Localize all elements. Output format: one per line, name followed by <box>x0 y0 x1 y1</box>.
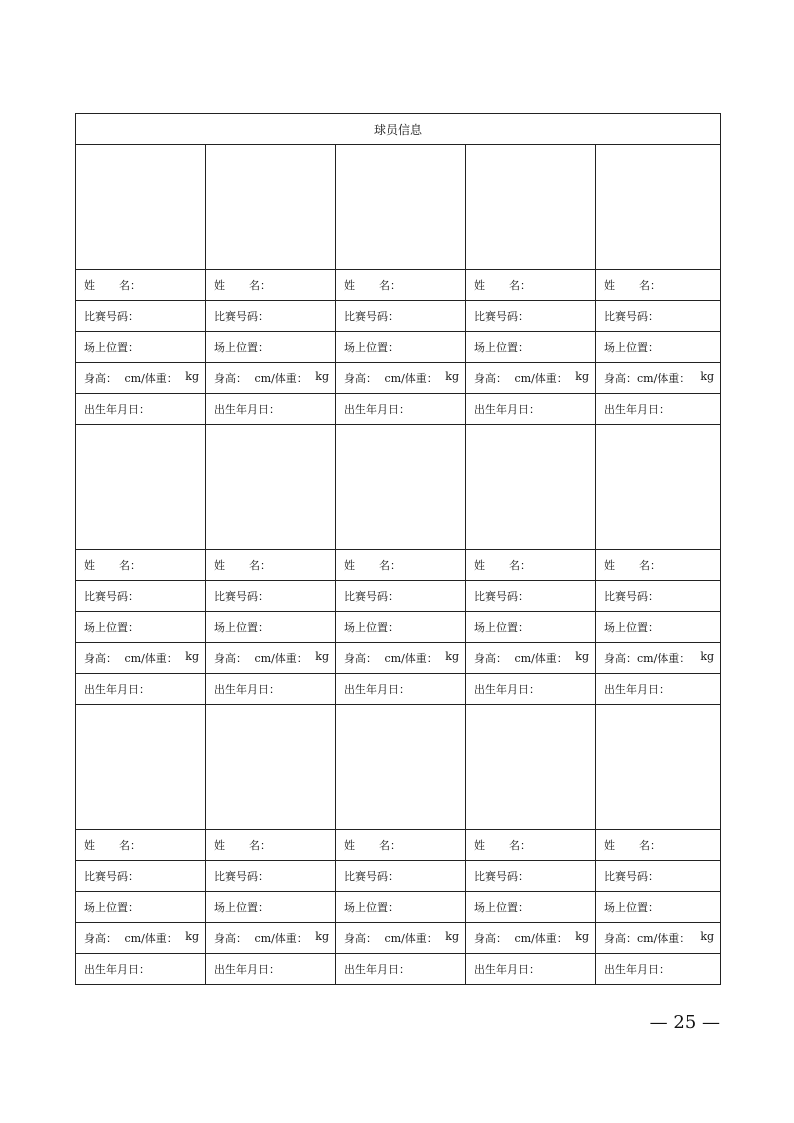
match-number-label: 比赛号码： <box>84 590 139 603</box>
height-weight-field[interactable] <box>336 363 466 394</box>
weight-unit-label: kg <box>315 650 329 663</box>
player-photo-cell[interactable] <box>466 145 596 270</box>
height-label: 身高： <box>344 372 377 385</box>
number-row <box>76 861 721 892</box>
match-number-field[interactable] <box>336 301 466 332</box>
match-number-field[interactable] <box>206 581 336 612</box>
name-label-first: 姓 <box>344 279 355 292</box>
name-label <box>604 837 661 853</box>
name-label-first: 姓 <box>474 559 485 572</box>
height-weight-labels <box>214 930 335 946</box>
birth-date-label: 出生年月日： <box>214 683 280 696</box>
name-field[interactable] <box>466 270 596 301</box>
name-field[interactable] <box>596 270 721 301</box>
name-label-first: 姓 <box>474 279 485 292</box>
height-unit-label: cm/体重： <box>384 932 438 945</box>
weight-unit-label: kg <box>575 370 589 383</box>
birth-date-label: 出生年月日： <box>214 963 280 976</box>
name-label-second: 名： <box>639 279 661 292</box>
height-label: 身高： <box>604 932 637 945</box>
match-number-field[interactable] <box>596 581 721 612</box>
name-label-second: 名： <box>639 839 661 852</box>
height-unit-label: cm/体重： <box>514 652 568 665</box>
name-label <box>344 277 401 293</box>
birth-date-label: 出生年月日： <box>214 403 280 416</box>
position-field[interactable] <box>466 892 596 923</box>
position-label: 场上位置： <box>84 621 139 634</box>
player-photo-cell[interactable] <box>596 425 721 550</box>
birth-date-field[interactable] <box>596 394 721 425</box>
name-label <box>214 837 271 853</box>
birth-date-label: 出生年月日： <box>84 963 150 976</box>
position-label: 场上位置： <box>474 621 529 634</box>
name-label <box>474 837 531 853</box>
height-group <box>604 930 690 946</box>
player-photo-cell[interactable] <box>76 705 206 830</box>
name-label <box>214 557 271 573</box>
height-label: 身高： <box>344 932 377 945</box>
page-number: — 25 — <box>649 1012 720 1033</box>
name-label <box>84 837 141 853</box>
position-label: 场上位置： <box>214 341 269 354</box>
position-label: 场上位置： <box>604 901 659 914</box>
position-field[interactable] <box>466 332 596 363</box>
match-number-field[interactable] <box>466 581 596 612</box>
name-label-second: 名： <box>119 279 141 292</box>
name-field[interactable] <box>596 550 721 581</box>
name-row <box>76 550 721 581</box>
birth-date-label: 出生年月日： <box>604 963 670 976</box>
match-number-field[interactable] <box>336 861 466 892</box>
height-unit-label: cm/体重： <box>637 932 691 945</box>
name-label-second: 名： <box>379 559 401 572</box>
height-weight-labels <box>214 650 335 666</box>
birth-date-label: 出生年月日： <box>344 683 410 696</box>
height-weight-labels <box>84 930 205 946</box>
birth-date-field[interactable] <box>466 954 596 985</box>
weight-unit-label: kg <box>575 650 589 663</box>
height-label: 身高： <box>474 652 507 665</box>
name-label-first: 姓 <box>214 839 225 852</box>
height-weight-labels <box>344 930 465 946</box>
match-number-field[interactable] <box>206 301 336 332</box>
name-label-second: 名： <box>119 559 141 572</box>
match-number-label: 比赛号码： <box>604 310 659 323</box>
name-label-first: 姓 <box>604 839 615 852</box>
birth-date-label: 出生年月日： <box>604 683 670 696</box>
position-field[interactable] <box>336 892 466 923</box>
height-weight-row <box>76 643 721 674</box>
height-group <box>604 650 690 666</box>
position-label: 场上位置： <box>214 621 269 634</box>
weight-unit-label: kg <box>185 650 199 663</box>
height-weight-field[interactable] <box>596 923 721 954</box>
height-unit-label: cm/体重： <box>384 372 438 385</box>
player-photo-cell[interactable] <box>206 705 336 830</box>
position-label: 场上位置： <box>214 901 269 914</box>
name-label-second: 名： <box>379 839 401 852</box>
height-unit-label: cm/体重： <box>637 372 691 385</box>
height-weight-field[interactable] <box>76 363 206 394</box>
player-photo-cell[interactable] <box>206 425 336 550</box>
number-row <box>76 301 721 332</box>
position-label: 场上位置： <box>344 621 399 634</box>
photo-row <box>76 145 721 270</box>
position-field[interactable] <box>76 612 206 643</box>
name-field[interactable] <box>206 550 336 581</box>
height-label: 身高： <box>474 932 507 945</box>
weight-unit-label: kg <box>185 370 199 383</box>
player-photo-cell[interactable] <box>206 145 336 270</box>
name-field[interactable] <box>466 550 596 581</box>
weight-unit-label: kg <box>700 370 715 383</box>
match-number-field[interactable] <box>76 301 206 332</box>
height-group <box>604 370 690 386</box>
height-unit-label: cm/体重： <box>514 372 568 385</box>
match-number-label: 比赛号码： <box>604 870 659 883</box>
birth-date-label: 出生年月日： <box>474 403 540 416</box>
weight-unit-label: kg <box>185 930 199 943</box>
position-row <box>76 332 721 363</box>
match-number-label: 比赛号码： <box>604 590 659 603</box>
birth-date-field[interactable] <box>206 394 336 425</box>
name-label-first: 姓 <box>214 559 225 572</box>
birth-date-field[interactable] <box>76 954 206 985</box>
weight-unit-label: kg <box>700 650 715 663</box>
name-label-second: 名： <box>509 279 531 292</box>
name-label <box>214 277 271 293</box>
name-label <box>344 837 401 853</box>
birth-date-label: 出生年月日： <box>474 683 540 696</box>
match-number-field[interactable] <box>76 861 206 892</box>
name-label <box>604 557 661 573</box>
height-weight-labels <box>604 370 720 386</box>
weight-unit-label: kg <box>315 370 329 383</box>
birth-date-field[interactable] <box>336 394 466 425</box>
birth-date-field[interactable] <box>206 954 336 985</box>
height-label: 身高： <box>604 372 637 385</box>
height-weight-labels <box>604 930 720 946</box>
title-row <box>76 114 721 145</box>
height-weight-field[interactable] <box>596 643 721 674</box>
name-field[interactable] <box>336 270 466 301</box>
match-number-label: 比赛号码： <box>84 870 139 883</box>
name-field[interactable] <box>336 830 466 861</box>
name-label-second: 名： <box>639 559 661 572</box>
height-label: 身高： <box>344 652 377 665</box>
birth-date-field[interactable] <box>466 674 596 705</box>
height-unit-label: cm/体重： <box>124 372 178 385</box>
match-number-field[interactable] <box>466 861 596 892</box>
height-unit-label: cm/体重： <box>514 932 568 945</box>
match-number-label: 比赛号码： <box>344 590 399 603</box>
position-field[interactable] <box>206 892 336 923</box>
height-unit-label: cm/体重： <box>124 652 178 665</box>
height-label: 身高： <box>214 932 247 945</box>
birth-date-label: 出生年月日： <box>84 683 150 696</box>
height-weight-field[interactable] <box>76 923 206 954</box>
player-photo-cell[interactable] <box>76 425 206 550</box>
player-photo-cell[interactable] <box>466 705 596 830</box>
height-label: 身高： <box>474 372 507 385</box>
number-row <box>76 581 721 612</box>
name-label-second: 名： <box>249 559 271 572</box>
player-photo-cell[interactable] <box>336 425 466 550</box>
position-label: 场上位置： <box>84 901 139 914</box>
name-label <box>84 557 141 573</box>
birth-date-field[interactable] <box>336 674 466 705</box>
height-weight-labels <box>84 370 205 386</box>
position-field[interactable] <box>336 612 466 643</box>
position-field[interactable] <box>76 892 206 923</box>
position-label: 场上位置： <box>344 341 399 354</box>
name-field[interactable] <box>466 830 596 861</box>
position-label: 场上位置： <box>84 341 139 354</box>
match-number-field[interactable] <box>596 301 721 332</box>
position-field[interactable] <box>206 332 336 363</box>
position-label: 场上位置： <box>474 341 529 354</box>
birth-date-label: 出生年月日： <box>84 403 150 416</box>
name-label-first: 姓 <box>474 839 485 852</box>
name-label <box>474 557 531 573</box>
height-weight-row <box>76 363 721 394</box>
weight-unit-label: kg <box>700 930 715 943</box>
name-field[interactable] <box>206 270 336 301</box>
height-weight-field[interactable] <box>336 923 466 954</box>
birth-row <box>76 954 721 985</box>
height-weight-field[interactable] <box>466 923 596 954</box>
height-unit-label: cm/体重： <box>254 932 308 945</box>
name-label-second: 名： <box>379 279 401 292</box>
position-field[interactable] <box>596 612 721 643</box>
birth-date-field[interactable] <box>76 394 206 425</box>
player-photo-cell[interactable] <box>596 145 721 270</box>
name-row <box>76 830 721 861</box>
name-label-second: 名： <box>119 839 141 852</box>
birth-date-label: 出生年月日： <box>474 963 540 976</box>
name-row <box>76 270 721 301</box>
height-label: 身高： <box>214 372 247 385</box>
height-unit-label: cm/体重： <box>254 652 308 665</box>
name-label-first: 姓 <box>84 839 95 852</box>
photo-row <box>76 705 721 830</box>
height-weight-labels <box>84 650 205 666</box>
player-photo-cell[interactable] <box>336 705 466 830</box>
height-weight-labels <box>474 930 595 946</box>
height-weight-field[interactable] <box>206 923 336 954</box>
match-number-label: 比赛号码： <box>344 870 399 883</box>
player-photo-cell[interactable] <box>596 705 721 830</box>
name-label-second: 名： <box>249 279 271 292</box>
height-unit-label: cm/体重： <box>254 372 308 385</box>
name-label-second: 名： <box>249 839 271 852</box>
height-weight-row <box>76 923 721 954</box>
height-weight-field[interactable] <box>206 363 336 394</box>
match-number-field[interactable] <box>206 861 336 892</box>
name-label-first: 姓 <box>344 839 355 852</box>
weight-unit-label: kg <box>315 930 329 943</box>
match-number-label: 比赛号码： <box>214 310 269 323</box>
name-label-second: 名： <box>509 559 531 572</box>
match-number-label: 比赛号码： <box>84 310 139 323</box>
height-weight-field[interactable] <box>76 643 206 674</box>
height-unit-label: cm/体重： <box>124 932 178 945</box>
position-label: 场上位置： <box>344 901 399 914</box>
height-unit-label: cm/体重： <box>384 652 438 665</box>
height-label: 身高： <box>604 652 637 665</box>
match-number-label: 比赛号码： <box>474 870 529 883</box>
photo-row <box>76 425 721 550</box>
match-number-field[interactable] <box>596 861 721 892</box>
match-number-field[interactable] <box>466 301 596 332</box>
height-label: 身高： <box>84 652 117 665</box>
height-weight-field[interactable] <box>466 363 596 394</box>
match-number-label: 比赛号码： <box>474 310 529 323</box>
height-weight-labels <box>474 370 595 386</box>
name-label-first: 姓 <box>604 559 615 572</box>
weight-unit-label: kg <box>445 650 459 663</box>
height-weight-field[interactable] <box>206 643 336 674</box>
position-field[interactable] <box>596 892 721 923</box>
name-label <box>84 277 141 293</box>
birth-date-label: 出生年月日： <box>344 403 410 416</box>
name-label-first: 姓 <box>344 559 355 572</box>
height-weight-labels <box>344 650 465 666</box>
name-field[interactable] <box>76 550 206 581</box>
name-field[interactable] <box>596 830 721 861</box>
birth-date-field[interactable] <box>336 954 466 985</box>
height-label: 身高： <box>84 372 117 385</box>
position-row <box>76 892 721 923</box>
match-number-label: 比赛号码： <box>214 870 269 883</box>
name-label <box>604 277 661 293</box>
position-row <box>76 612 721 643</box>
match-number-field[interactable] <box>76 581 206 612</box>
match-number-label: 比赛号码： <box>344 310 399 323</box>
position-label: 场上位置： <box>474 901 529 914</box>
height-weight-field[interactable] <box>466 643 596 674</box>
position-label: 场上位置： <box>604 341 659 354</box>
name-field[interactable] <box>336 550 466 581</box>
name-field[interactable] <box>206 830 336 861</box>
table-title: 球员信息 <box>76 114 721 145</box>
birth-date-field[interactable] <box>596 674 721 705</box>
weight-unit-label: kg <box>575 930 589 943</box>
name-label-first: 姓 <box>84 559 95 572</box>
match-number-label: 比赛号码： <box>474 590 529 603</box>
birth-date-field[interactable] <box>466 394 596 425</box>
name-label-first: 姓 <box>604 279 615 292</box>
player-photo-cell[interactable] <box>466 425 596 550</box>
height-label: 身高： <box>84 932 117 945</box>
position-field[interactable] <box>206 612 336 643</box>
player-info-table <box>75 113 721 985</box>
weight-unit-label: kg <box>445 930 459 943</box>
birth-row <box>76 674 721 705</box>
position-field[interactable] <box>76 332 206 363</box>
height-weight-field[interactable] <box>336 643 466 674</box>
position-field[interactable] <box>466 612 596 643</box>
name-label-second: 名： <box>509 839 531 852</box>
match-number-field[interactable] <box>336 581 466 612</box>
player-photo-cell[interactable] <box>76 145 206 270</box>
height-unit-label: cm/体重： <box>637 652 691 665</box>
height-weight-labels <box>474 650 595 666</box>
weight-unit-label: kg <box>445 370 459 383</box>
birth-date-field[interactable] <box>76 674 206 705</box>
match-number-label: 比赛号码： <box>214 590 269 603</box>
position-field[interactable] <box>336 332 466 363</box>
birth-date-label: 出生年月日： <box>344 963 410 976</box>
birth-row <box>76 394 721 425</box>
height-weight-labels <box>604 650 720 666</box>
height-weight-field[interactable] <box>596 363 721 394</box>
height-weight-labels <box>344 370 465 386</box>
name-field[interactable] <box>76 270 206 301</box>
name-label-first: 姓 <box>214 279 225 292</box>
height-label: 身高： <box>214 652 247 665</box>
position-label: 场上位置： <box>604 621 659 634</box>
name-field[interactable] <box>76 830 206 861</box>
birth-date-field[interactable] <box>206 674 336 705</box>
birth-date-field[interactable] <box>596 954 721 985</box>
player-photo-cell[interactable] <box>336 145 466 270</box>
name-label <box>474 277 531 293</box>
name-label-first: 姓 <box>84 279 95 292</box>
name-label <box>344 557 401 573</box>
height-weight-labels <box>214 370 335 386</box>
position-field[interactable] <box>596 332 721 363</box>
birth-date-label: 出生年月日： <box>604 403 670 416</box>
